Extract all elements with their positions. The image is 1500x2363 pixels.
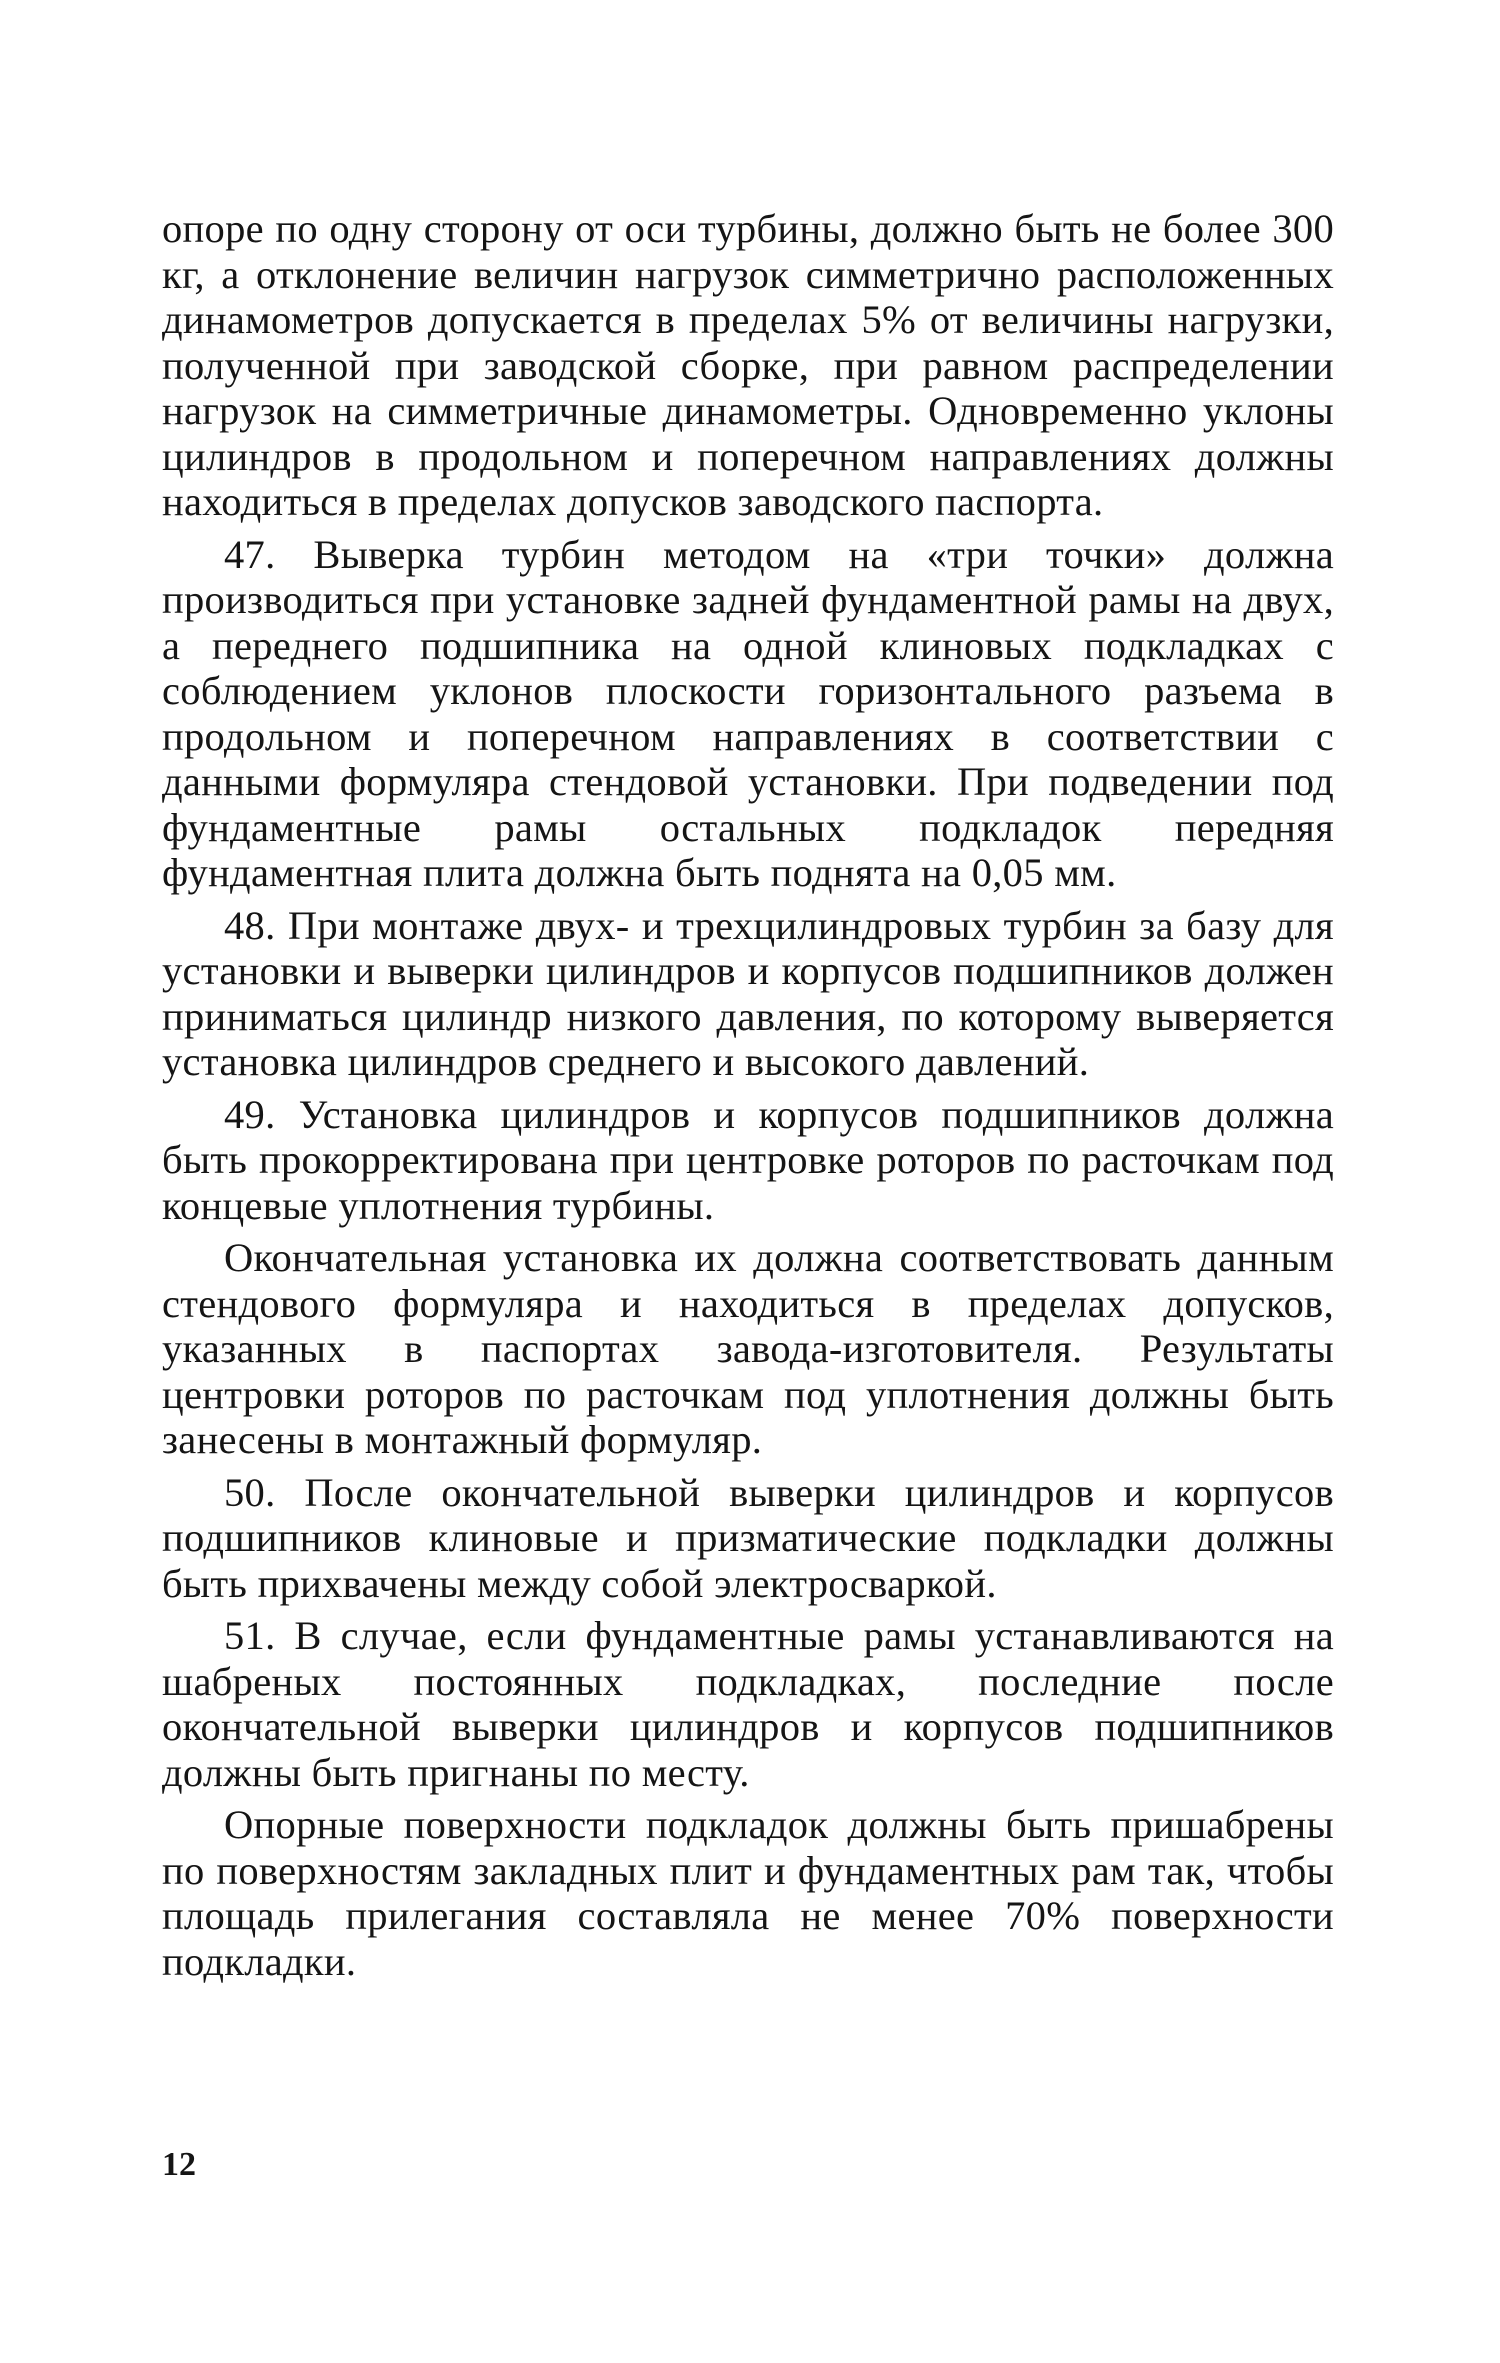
paragraph-51: 51. В случае, если фундаментные рамы устанавливаются на шабреных постоянных подкладках, последние после окончательной выверки цилиндров и корпусов подшипников должны быть пригнаны по месту. [162, 1613, 1334, 1795]
page-body [162, 206, 1334, 1991]
paragraph-49-continued: Окончательная установка их должна соответствовать данным стендового формуляра и находиться в пределах допусков, указанных в паспортах завода-изготовителя. Результаты центровки роторов по расточкам под уплотнения должны быть занесены в монтажный формуляр. [162, 1235, 1334, 1462]
paragraph-50: 50. После окончательной выверки цилиндров и корпусов подшипников клиновые и призматические подкладки должны быть прихвачены между собой электросваркой. [162, 1469, 1334, 1606]
paragraph-47: 47. Выверка турбин методом на «три точки» должна производиться при установке задней фундаментной рамы на двух, а переднего подшипника на одной клиновых подкладках с соблюдением уклонов плоскости горизонтального разъема в продольном и поперечном направлениях в соответствии с данными формуляра стендовой установки. При подведении под фундаментные рамы остальных подкладок передняя фундаментная плита должна быть поднята на 0,05 мм. [162, 531, 1334, 895]
page-number: 12 [162, 2146, 196, 2183]
paragraph-continuation: опоре по одну сторону от оси турбины, должно быть не более 300 кг, а отклонение величин нагрузок симметрично расположенных динамометров допускается в пределах 5% от величины нагрузки, полученной при заводской сборке, при равном распределении нагрузок на симметричные динамометры. Одновременно уклоны цилиндров в продольном и поперечном направлениях должны находиться в пределах допусков заводского паспорта. [162, 206, 1334, 524]
paragraph-48: 48. При монтаже двух- и трехцилиндровых турбин за базу для установки и выверки цилиндров и корпусов подшипников должен приниматься цилиндр низкого давления, по которому выверяется установка цилиндров среднего и высокого давлений. [162, 902, 1334, 1084]
paragraph-51-continued: Опорные поверхности подкладок должны быть пришабрены по поверхностям закладных плит и фундаментных рам так, чтобы площадь прилегания составляла не менее 70% поверхности подкладки. [162, 1802, 1334, 1984]
paragraph-49: 49. Установка цилиндров и корпусов подшипников должна быть прокорректирована при центровке роторов по расточкам под концевые уплотнения турбины. [162, 1091, 1334, 1228]
